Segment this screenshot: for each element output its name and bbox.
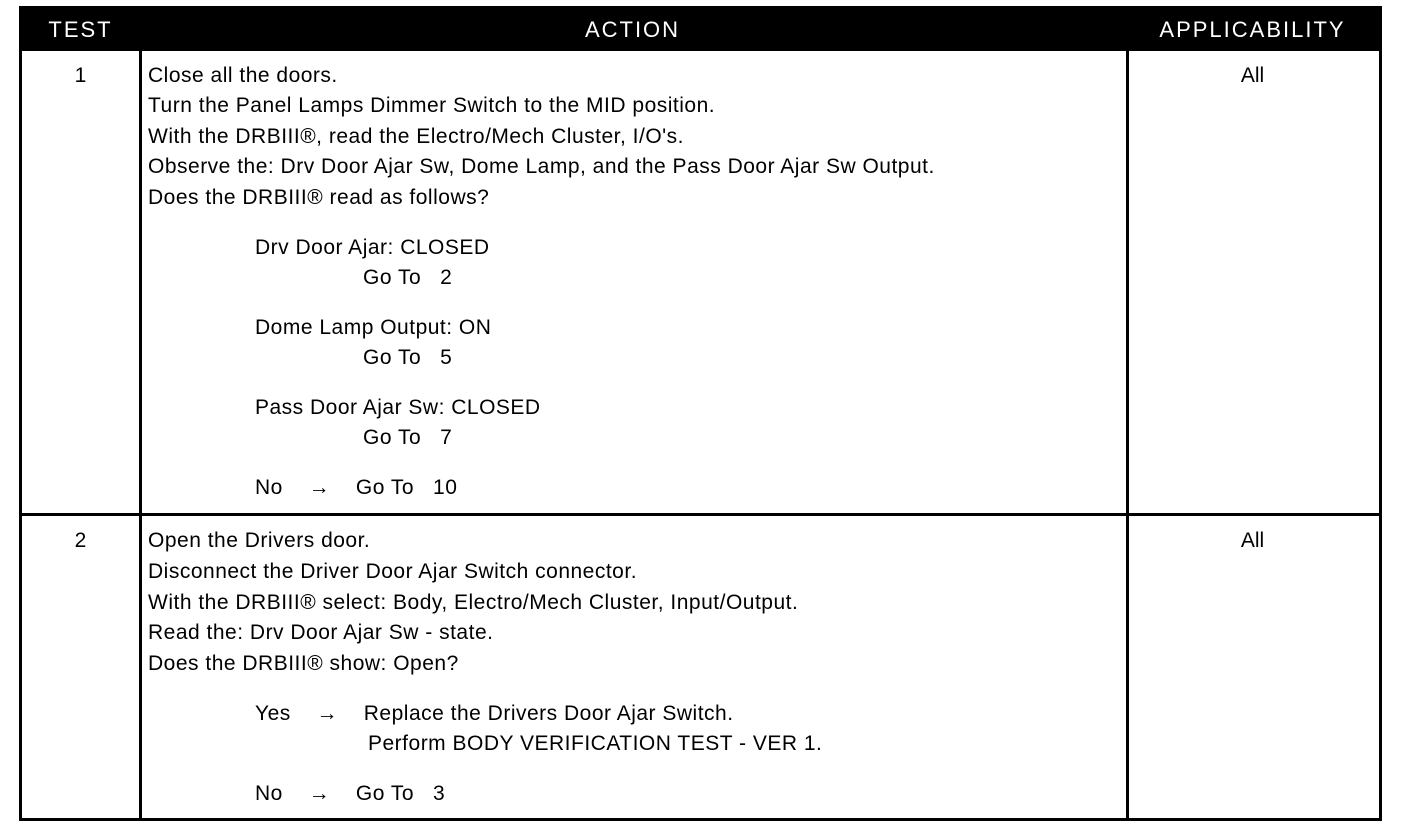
outcome-condition: Drv Door Ajar: CLOSED <box>255 236 490 259</box>
action-line: Does the DRBIII® read as follows? <box>148 186 490 209</box>
action-line: Open the Drivers door. <box>148 529 371 552</box>
test-number: 1 <box>74 64 87 87</box>
outcome-result: Go To 2 <box>363 266 453 289</box>
applicability-value: All <box>1240 529 1265 552</box>
no-result: Go To 3 <box>355 782 446 805</box>
yes-label: Yes <box>255 702 291 725</box>
header-test: TEST <box>48 17 113 42</box>
outcome-condition: Pass Door Ajar Sw: CLOSED <box>255 396 541 419</box>
arrow-right-icon: → <box>308 476 331 499</box>
no-result: Go To 10 <box>355 476 458 499</box>
arrow-right-icon: → <box>316 702 339 725</box>
outcome-result: Go To 5 <box>363 346 453 369</box>
column-divider <box>1126 51 1129 818</box>
header-action: ACTION <box>584 17 681 42</box>
header-applicability: APPLICABILITY <box>1159 17 1346 42</box>
action-line: Disconnect the Driver Door Ajar Switch connector. <box>148 560 638 583</box>
no-outcome <box>255 476 457 500</box>
diagnostic-table <box>19 6 1382 821</box>
arrow-right-icon: → <box>308 782 331 805</box>
applicability-value: All <box>1240 64 1265 87</box>
action-line: Read the: Drv Door Ajar Sw - state. <box>148 621 494 644</box>
action-line: Turn the Panel Lamps Dimmer Switch to the MID position. <box>148 94 716 117</box>
action-line: With the DRBIII®, read the Electro/Mech Cluster, I/O's. <box>148 125 684 148</box>
outcome-condition: Dome Lamp Output: ON <box>255 316 492 339</box>
action-line: Observe the: Drv Door Ajar Sw, Dome Lamp, and the Pass Door Ajar Sw Output. <box>148 155 935 178</box>
yes-outcome <box>255 702 734 726</box>
action-line: Close all the doors. <box>148 64 338 87</box>
test-number: 2 <box>74 529 87 552</box>
table-header <box>22 9 1379 51</box>
action-line: With the DRBIII® select: Body, Electro/Mech Cluster, Input/Output. <box>148 591 799 614</box>
column-divider <box>139 51 142 818</box>
no-outcome <box>255 782 445 806</box>
action-line: Does the DRBIII® show: Open? <box>148 652 459 675</box>
outcome-result: Go To 7 <box>363 426 453 449</box>
no-label: No <box>255 476 283 499</box>
row-divider <box>22 513 1379 516</box>
yes-result: Replace the Drivers Door Ajar Switch. <box>363 702 734 725</box>
yes-result-2: Perform BODY VERIFICATION TEST - VER 1. <box>368 732 823 755</box>
no-label: No <box>255 782 283 805</box>
